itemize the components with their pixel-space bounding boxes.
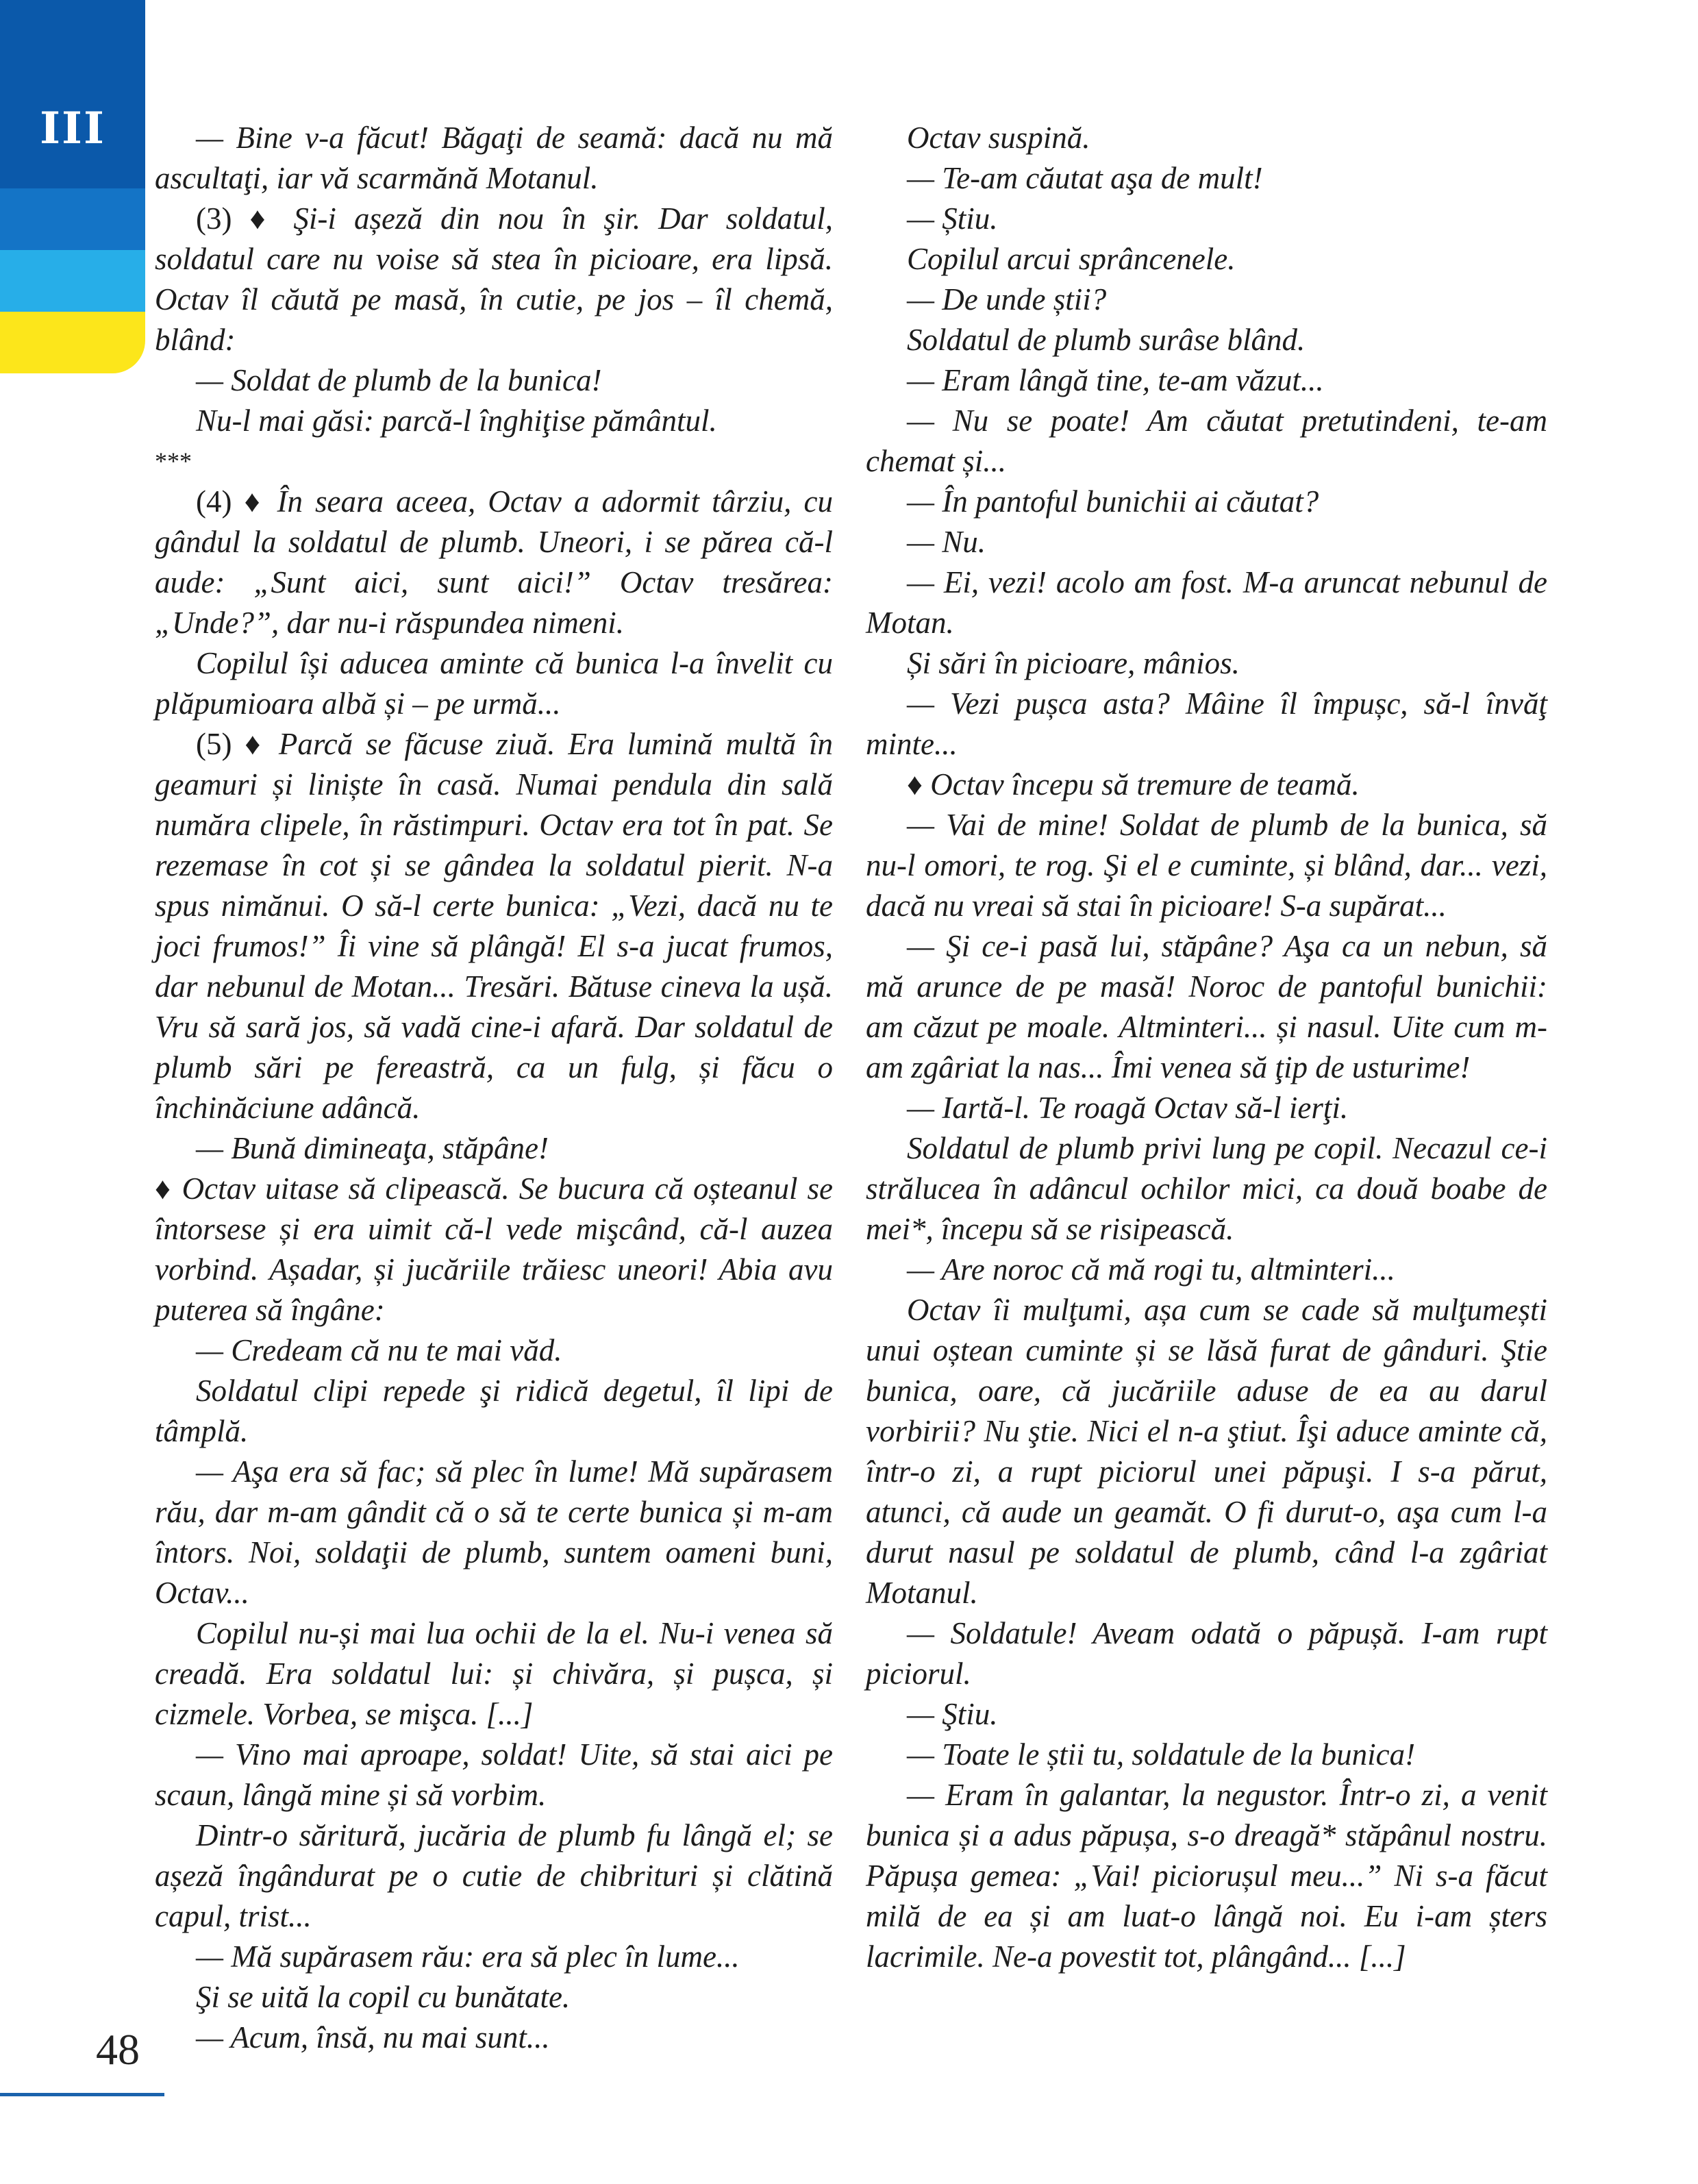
tab-band-blue	[0, 188, 145, 250]
paragraph	[155, 1330, 833, 1371]
chapter-number: III	[40, 103, 105, 154]
paragraph-text: — Nu.	[907, 525, 986, 559]
paragraph	[155, 1169, 833, 1330]
paragraph	[866, 562, 1547, 643]
paragraph-marker: (5) ♦	[196, 727, 279, 761]
right-column	[866, 118, 1547, 1977]
paragraph	[866, 1613, 1547, 1694]
paragraph-text: — Ei, vezi! acolo am fost. M-a aruncat nebunul de Motan.	[866, 565, 1547, 640]
tab-band-dark-blue	[0, 0, 145, 188]
paragraph-text: — Bună dimineaţa, stăpâne!	[196, 1131, 549, 1165]
paragraph	[866, 280, 1547, 320]
paragraph	[155, 1735, 833, 1815]
paragraph-text: — În pantoful bunichii ai căutat?	[907, 484, 1319, 519]
paragraph-text: Octav îi mulţumi, așa cum se cade să mulţumești unui oștean cuminte și se lăsă furat de gânduri. Ştie bunica, oare, că jucăriile aduse de ea au darul vorbirii? Nu ştie. Nici el n-a ştiut. Îşi aduce aminte că, într-o zi, a rupt piciorul unei păpuşi. I s-a părut, atunci, că aude un geamăt. O fi durut-o, aşa cum l-a durut nasul pe soldatul de plumb, când l-a zgâriat Motanul.	[866, 1293, 1547, 1610]
paragraph-text: Soldatul de plumb privi lung pe copil. Necazul ce-i strălucea în adâncul ochilor mici, ca două boabe de mei*, începu să se risipească.	[866, 1131, 1547, 1246]
paragraph	[155, 1977, 833, 2018]
paragraph	[866, 1290, 1547, 1613]
paragraph	[155, 1371, 833, 1452]
paragraph	[155, 2018, 833, 2058]
paragraph-text: Octav uitase să clipească. Se bucura că oșteanul se întorsese și era uimit că-l vede mişcând, că-l auzea vorbind. Așadar, și jucăriile trăiesc uneori! Abia avu puterea să îngâne:	[155, 1171, 834, 1327]
paragraph-text: Copilul își aducea aminte că bunica l-a învelit cu plăpumioara albă și – pe urmă...	[155, 646, 833, 721]
paragraph	[866, 482, 1547, 522]
paragraph	[155, 643, 833, 724]
paragraph-text: Copilul arcui sprâncenele.	[907, 242, 1236, 276]
paragraph-text: — Soldatule! Aveam odată o păpușă. I-am rupt piciorul.	[866, 1616, 1547, 1691]
tab-band-light-blue	[0, 250, 145, 312]
paragraph	[866, 1735, 1547, 1775]
paragraph-marker: ♦	[907, 767, 931, 802]
paragraph	[866, 1088, 1547, 1128]
paragraph-text: — Acum, însă, nu mai sunt...	[196, 2020, 550, 2055]
paragraph-marker: (4) ♦	[196, 484, 277, 519]
paragraph	[866, 1775, 1547, 1977]
paragraph-marker: (3) ♦	[196, 201, 294, 236]
paragraph-text: — Te-am căutat aşa de mult!	[907, 161, 1263, 195]
paragraph-text: Copilul nu-și mai lua ochii de la el. Nu-i venea să creadă. Era soldatul lui: și chivăra, și pușca, și cizmele. Vorbea, se mişca. [...]	[155, 1616, 833, 1731]
paragraph	[866, 239, 1547, 280]
paragraph	[866, 1250, 1547, 1290]
section-separator	[155, 441, 833, 482]
paragraph-text: În seara aceea, Octav a adormit târziu, cu gândul la soldatul de plumb. Uneori, i se părea că-l aude: „Sunt aici, sunt aici!” Octav tresărea: „Unde?”, dar nu-i răspundea nimeni.	[155, 484, 833, 640]
paragraph-text: — Are noroc că mă rogi tu, altminteri...	[907, 1252, 1395, 1287]
paragraph-text: — Știu.	[907, 201, 998, 236]
paragraph	[866, 199, 1547, 239]
paragraph-text: Parcă se făcuse ziuă. Era lumină multă în geamuri și liniște în casă. Numai pendula din sală număra clipele, în răstimpuri. Octav era tot în pat. Se rezemase în cot și se gândea la soldatul pierit. N-a spus nimănui. O să-l certe bunica: „Vezi, dacă nu te joci frumos!” Îi vine să plângă! El s-a jucat frumos, dar nebunul de Motan... Tresări. Bătuse cineva la ușă. Vru să sară jos, să vadă cine-i afară. Dar soldatul de plumb sări pe fereastră, ca un fulg, și făcu o închinăciune adâncă.	[155, 727, 833, 1125]
paragraph	[866, 1128, 1547, 1250]
paragraph	[155, 360, 833, 401]
paragraph	[155, 1128, 833, 1169]
paragraph	[866, 805, 1547, 926]
paragraph-text: — Credeam că nu te mai văd.	[196, 1333, 562, 1367]
paragraph-text: — De unde știi?	[907, 282, 1107, 317]
paragraph	[866, 360, 1547, 401]
paragraph-text: ***	[155, 447, 192, 475]
paragraph-text: — Şi ce-i pasă lui, stăpâne? Aşa ca un nebun, să mă arunce de pe masă! Noroc de pantoful bunichii: am căzut pe moale. Altminteri... și nasul. Uite cum m-am zgâriat la nas... Îmi venea să ţip de usturime!	[866, 929, 1547, 1084]
paragraph-text: Și sări în picioare, mânios.	[907, 646, 1240, 680]
paragraph-text: — Ştiu.	[907, 1697, 998, 1731]
paragraph-text: Soldatul clipi repede şi ridică degetul, îl lipi de tâmplă.	[155, 1374, 833, 1448]
paragraph	[155, 199, 833, 360]
paragraph-text: Octav începu să tremure de teamă.	[930, 767, 1360, 802]
paragraph-text: Octav suspină.	[907, 121, 1090, 155]
paragraph	[866, 522, 1547, 562]
paragraph-text: Şi-i așeză din nou în şir. Dar soldatul, soldatul care nu voise să stea în picioare, era lipsă. Octav îl căută pe masă, în cutie, pe jos – îl chemă, blând:	[155, 201, 834, 357]
paragraph	[155, 401, 833, 441]
paragraph-text: — Iartă-l. Te roagă Octav să-l ierţi.	[907, 1091, 1349, 1125]
paragraph-text: — Vezi pușca asta? Mâine îl împușc, să-l învăţ minte...	[866, 686, 1547, 761]
paragraph-text: Soldatul de plumb surâse blând.	[907, 323, 1306, 357]
paragraph	[155, 724, 833, 1128]
paragraph	[155, 1815, 833, 1937]
page-number: 48	[96, 2025, 140, 2074]
left-column	[155, 118, 833, 2058]
paragraph	[155, 1937, 833, 1977]
paragraph-text: — Vai de mine! Soldat de plumb de la bunica, să nu-l omori, te rog. Şi el e cuminte, și blând, dar... vezi, dacă nu vreai să stai în picioare! S-a supărat...	[866, 808, 1547, 923]
paragraph	[866, 926, 1547, 1088]
paragraph-text: — Soldat de plumb de la bunica!	[196, 363, 602, 397]
paragraph-text: — Aşa era să fac; să plec în lume! Mă supărasem rău, dar m-am gândit că o să te certe bunica și m-am întors. Noi, soldaţii de plumb, suntem oameni buni, Octav...	[155, 1454, 833, 1610]
paragraph-text: Nu-l mai găsi: parcă-l înghiţise pământul.	[196, 404, 717, 438]
paragraph-text: — Bine v-a făcut! Băgaţi de seamă: dacă nu mă ascultaţi, iar vă scarmănă Motanul.	[155, 121, 833, 195]
footer-rule	[0, 2093, 164, 2096]
paragraph-text: — Eram în galantar, la negustor. Într-o zi, a venit bunica și a adus păpușa, s-o dreagă* stăpânul nostru. Păpușa gemea: „Vai! piciorușul meu...” Ni s-a făcut milă de ea și am luat-o lângă noi. Eu i-am șters lacrimile. Ne-a povestit tot, plângând... [...]	[866, 1778, 1547, 1974]
paragraph	[155, 1613, 833, 1735]
paragraph-text: — Vino mai aproape, soldat! Uite, să stai aici pe scaun, lângă mine și să vorbim.	[155, 1737, 833, 1812]
paragraph-marker: ♦	[155, 1171, 182, 1206]
paragraph	[866, 401, 1547, 482]
paragraph-text: — Toate le știi tu, soldatule de la bunica!	[907, 1737, 1416, 1772]
paragraph-text: — Mă supărasem rău: era să plec în lume...	[196, 1939, 740, 1974]
paragraph	[155, 482, 833, 643]
paragraph	[866, 765, 1547, 805]
paragraph	[866, 643, 1547, 684]
tab-band-yellow	[0, 312, 145, 373]
paragraph	[866, 1694, 1547, 1735]
paragraph	[866, 684, 1547, 765]
paragraph	[155, 1452, 833, 1613]
paragraph-text: — Eram lângă tine, te-am văzut...	[907, 363, 1324, 397]
paragraph	[866, 320, 1547, 360]
paragraph	[866, 158, 1547, 199]
paragraph-text: Dintr-o săritură, jucăria de plumb fu lângă el; se așeză îngândurat pe o cutie de chibrituri și clătină capul, trist...	[155, 1818, 833, 1933]
paragraph	[155, 118, 833, 199]
chapter-tab	[0, 0, 145, 373]
paragraph-text: Şi se uită la copil cu bunătate.	[196, 1980, 571, 2014]
paragraph-text: — Nu se poate! Am căutat pretutindeni, te-am chemat și...	[866, 404, 1547, 478]
paragraph	[866, 118, 1547, 158]
